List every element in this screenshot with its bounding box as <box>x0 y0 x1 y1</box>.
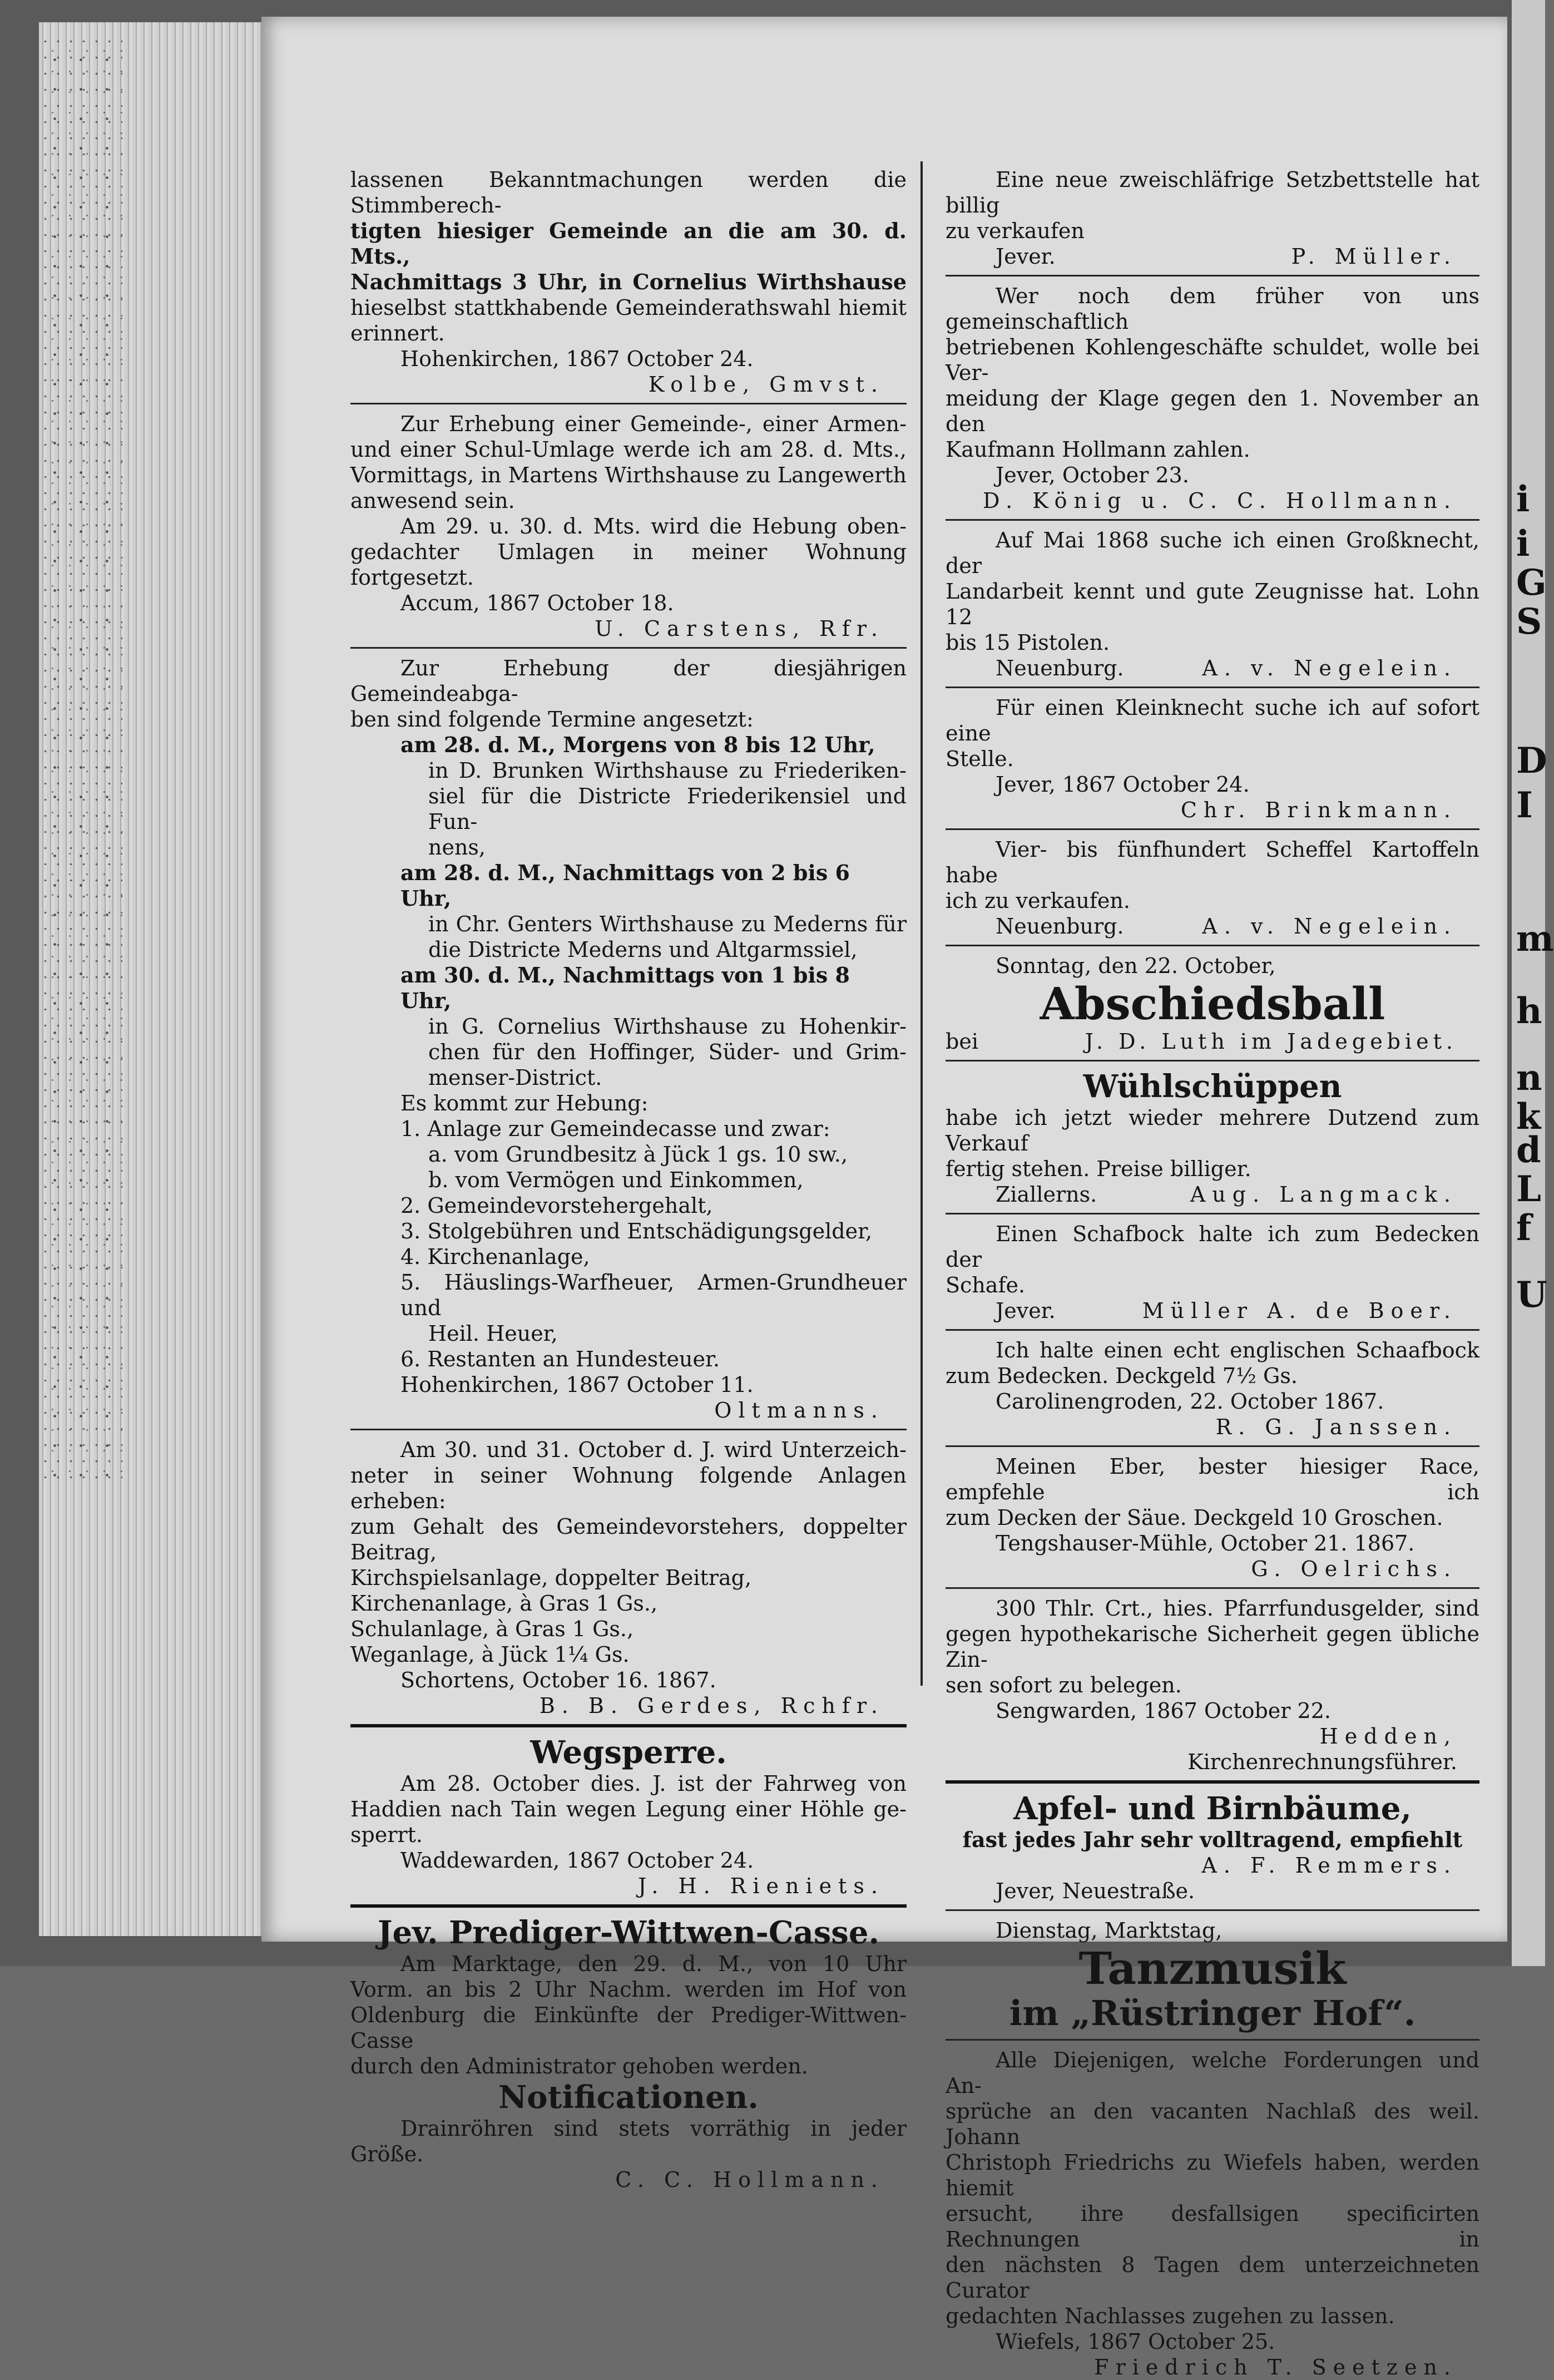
text-line: in G. Cornelius Wirthshause zu Hohenkir- <box>428 1014 907 1039</box>
text-line: neter in seiner Wohnung folgende Anlagen erheben: <box>350 1463 907 1513</box>
signature: A. F. Remmers. <box>1201 1853 1457 1878</box>
notice-notificationen <box>350 2079 907 2193</box>
text-line: Eine neue zweischläfrige Setzbettstelle hat billig <box>946 167 1479 218</box>
signature: J. H. Rieniets. <box>638 1874 884 1898</box>
signature: U. Carstens, Rfr. <box>595 616 884 641</box>
date-line: Accum, 1867 October 18. <box>400 591 674 615</box>
list-item: a. vom Grundbesitz à Jück 1 gs. 10 sw., <box>428 1142 848 1167</box>
text-line: zum Bedecken. Deckgeld 7½ Gs. <box>946 1364 1298 1388</box>
edge-letter: G <box>1516 562 1547 604</box>
notice-heading: Wegsperre. <box>530 1734 727 1771</box>
notice-eber <box>946 1454 1479 1582</box>
text-line: siel für die Districte Friederikensiel und Fun- <box>428 784 907 834</box>
notice-divider <box>946 1909 1479 1911</box>
text-line: die Districte Mederns und Altgarmssiel, <box>428 937 858 962</box>
list-item: 2. Gemeindevorstehergehalt, <box>400 1193 713 1218</box>
notice-divider <box>946 1060 1479 1061</box>
text-line: sen sofort zu belegen. <box>946 1673 1182 1697</box>
text-line: Christoph Friedrichs zu Wiefels haben, werden hiemit <box>946 2150 1479 2200</box>
text-line: nens, <box>428 835 486 860</box>
text-line: Zur Erhebung der diesjährigen Gemeindeabga- <box>350 656 907 706</box>
notice-umlage-langewerth <box>350 411 907 641</box>
text-line: betriebenen Kohlengeschäfte schuldet, wolle bei Ver- <box>946 335 1479 385</box>
text-line: gegen hypothekarische Sicherheit gegen übliche Zin- <box>946 1622 1479 1672</box>
text-line: Es kommt zur Hebung: <box>400 1091 649 1115</box>
notice-gemeinderathswahl <box>350 167 907 397</box>
notice-divider <box>946 1780 1479 1784</box>
notice-divider <box>946 1213 1479 1214</box>
notice-heading: Apfel- und Birnbäume, <box>1013 1790 1412 1827</box>
text-line: menser-District. <box>428 1065 602 1090</box>
text-line: Schafe. <box>946 1273 1026 1297</box>
notice-kartoffeln <box>946 837 1479 939</box>
text-line: Weganlage, à Jück 1¼ Gs. <box>350 1642 630 1667</box>
date-line: Wiefels, 1867 October 25. <box>996 2329 1275 2354</box>
text-line: Oldenburg die Einkünfte der Prediger-Wittwen-Casse <box>350 2003 907 2053</box>
edge-letter: i <box>1516 523 1530 565</box>
signature: C. C. Hollmann. <box>615 2167 884 2192</box>
place-line: Jever. <box>996 1298 1056 1323</box>
notice-divider <box>946 519 1479 521</box>
list-item: Heil. Heuer, <box>428 1321 558 1346</box>
notice-divider <box>350 1429 907 1430</box>
date-line: Tengshauser-Mühle, October 21. 1867. <box>996 1531 1415 1556</box>
text-line: den nächsten 8 Tagen dem unterzeichneten Curator <box>946 2253 1479 2303</box>
place-line: Jever. <box>996 244 1056 269</box>
signature: Hedden, <box>1319 1724 1457 1749</box>
signature: R. G. Janssen. <box>1215 1415 1457 1439</box>
text-line: Haddien nach Tain wegen Legung einer Höhle ge- <box>350 1797 907 1821</box>
text-line: lassenen Bekanntmachungen werden die Stimmberech- <box>350 167 907 218</box>
text-line: Kaufmann Hollmann zahlen. <box>946 437 1250 462</box>
text-line: zu verkaufen <box>946 219 1085 243</box>
edge-letter: n <box>1516 1057 1542 1099</box>
place-line: Jever, Neuestraße. <box>996 1879 1195 1903</box>
text-line: ben sind folgende Termine angesetzt: <box>350 707 754 732</box>
list-item: 1. Anlage zur Gemeindecasse und zwar: <box>400 1117 830 1141</box>
notice-wegsperre <box>350 1734 907 1899</box>
foxing-speckles <box>39 33 122 1480</box>
edge-letter: I <box>1516 784 1533 826</box>
date-line: Schortens, October 16. 1867. <box>400 1668 716 1692</box>
notice-anlagen-schortens <box>350 1437 907 1719</box>
notice-pfarrfundusgelder <box>946 1596 1479 1775</box>
signature: Friedrich T. Seetzen. <box>1094 2355 1457 2379</box>
notice-divider <box>350 647 907 649</box>
signature: B. B. Gerdes, Rchfr. <box>539 1693 884 1718</box>
notice-setzbettstelle <box>946 167 1479 269</box>
text-line: Für einen Kleinknecht suche ich auf sofort eine <box>946 695 1479 745</box>
notice-heading: Abschiedsball <box>1040 977 1385 1030</box>
text-line: Kirchspielsanlage, doppelter Beitrag, <box>350 1566 752 1590</box>
right-column <box>946 167 1479 2380</box>
date-line: Sengwarden, 1867 October 22. <box>996 1698 1331 1723</box>
text-line: Wer noch dem früher von uns gemeinschaftlich <box>946 284 1479 334</box>
date-line: Waddewarden, 1867 October 24. <box>400 1848 754 1873</box>
text-line: Stelle. <box>946 747 1014 771</box>
text-line: Am Marktage, den 29. d. M., von 10 Uhr <box>400 1952 907 1976</box>
text-line: durch den Administrator gehoben werden. <box>350 2054 808 2078</box>
text-line: zum Gehalt des Gemeindevorstehers, doppelter Beitrag, <box>350 1514 907 1564</box>
text-line: Nachmittags 3 Uhr, in Cornelius Wirthshause <box>350 269 907 294</box>
text-line: ersucht, ihre desfallsigen specificirten Rechnungen in <box>946 2201 1479 2251</box>
notice-englischer-schaafbock <box>946 1337 1479 1440</box>
notice-gemeindeabgaben <box>350 655 907 1423</box>
text-line: 300 Thlr. Crt., hies. Pfarrfundusgelder, sind <box>996 1596 1479 1621</box>
text-line: Einen Schafbock halte ich zum Bedecken der <box>946 1222 1479 1272</box>
text-line: hieselbst stattkhabende Gemeinderathswahl hiemit <box>350 295 907 320</box>
text-line: Landarbeit kennt und gute Zeugnisse hat. Lohn 12 <box>946 579 1479 629</box>
notice-tanzmusik <box>946 1918 1479 2033</box>
notice-kleinknecht <box>946 695 1479 823</box>
signature: Chr. Brinkmann. <box>1180 798 1457 822</box>
notice-kohlengeschaeft <box>946 283 1479 513</box>
adjacent-page-fragment <box>1512 0 1554 1966</box>
text-line: Dienstag, Marktstag, <box>996 1918 1223 1943</box>
notice-heading: Jev. Prediger-Wittwen-Casse. <box>378 1914 879 1951</box>
text-line: Zur Erhebung einer Gemeinde-, einer Armen- <box>400 412 907 436</box>
signature: Müller A. de Boer. <box>1142 1298 1457 1323</box>
edge-letter: S <box>1516 601 1542 643</box>
text-line: tigten hiesiger Gemeinde an die am 30. d. Mts., <box>350 218 907 269</box>
notice-divider <box>946 275 1479 276</box>
text-line: Drainröhren sind stets vorräthig in jeder Größe. <box>350 2116 907 2166</box>
signature: J. D. Luth im Jadegebiet. <box>1085 1029 1457 1054</box>
date-line: Jever, October 23. <box>996 463 1189 487</box>
notice-heading: Wühlschüppen <box>1083 1068 1342 1105</box>
signature: A. v. Negelein. <box>1202 656 1457 680</box>
notice-grossknecht <box>946 527 1479 681</box>
notice-divider <box>946 1587 1479 1589</box>
edge-letter: D <box>1516 740 1547 782</box>
text-line: und einer Schul-Umlage werde ich am 28. d. Mts., <box>350 437 907 462</box>
text-line: zum Decken der Säue. Deckgeld 10 Groschen. <box>946 1505 1443 1530</box>
notice-divider <box>350 403 907 404</box>
notice-wuehlschueppen <box>946 1068 1479 1207</box>
signature-role: Kirchenrechnungsführer. <box>1187 1750 1457 1774</box>
signature: Aug. Langmack. <box>1190 1182 1457 1207</box>
notice-abschiedsball <box>946 953 1479 1054</box>
notice-nachlass-friedrichs <box>946 2047 1479 2380</box>
text-line: erinnert. <box>350 321 445 345</box>
list-item: b. vom Vermögen und Einkommen, <box>428 1168 804 1192</box>
edge-letter: k <box>1516 1096 1541 1138</box>
text-line: Vormittags, in Martens Wirthshause zu Langewerth <box>350 463 907 487</box>
list-item: 5. Häuslings-Warfheuer, Armen-Grundheuer und <box>400 1270 907 1320</box>
edge-letter: f <box>1516 1207 1532 1249</box>
notice-subheading: im „Rüstringer Hof“. <box>1009 1993 1416 2033</box>
signature: G. Oelrichs. <box>1251 1557 1457 1581</box>
column-divider <box>920 161 923 1686</box>
date-line: Hohenkirchen, 1867 October 24. <box>400 347 754 371</box>
place-line: Ziallerns. <box>996 1182 1097 1207</box>
notice-divider <box>350 1904 907 1908</box>
notice-divider <box>350 1724 907 1727</box>
notice-divider <box>946 945 1479 946</box>
text-line: in Chr. Genters Wirthshause zu Mederns für <box>428 912 907 936</box>
edge-letter: U <box>1516 1274 1547 1316</box>
text-line: am 30. d. M., Nachmittags von 1 bis 8 Uhr, <box>400 962 850 1013</box>
list-item: 3. Stolgebühren und Entschädigungsgelder, <box>400 1219 873 1243</box>
notice-apfel-birnbaeume <box>946 1790 1479 1904</box>
text-line: Vier- bis fünfhundert Scheffel Kartoffeln habe <box>946 837 1479 887</box>
text-line: Auf Mai 1868 suche ich einen Großknecht, der <box>946 528 1479 578</box>
date-line: Hohenkirchen, 1867 October 11. <box>400 1372 754 1397</box>
text-line: gedachter Umlagen in meiner Wohnung fortgesetzt. <box>350 540 907 590</box>
place-line: Neuenburg. <box>996 656 1124 680</box>
text-line: Am 30. und 31. October d. J. wird Unterzeich- <box>400 1438 907 1462</box>
text-line: sperrt. <box>350 1823 423 1847</box>
date-line: Carolinengroden, 22. October 1867. <box>996 1389 1384 1414</box>
text-line: gedachten Nachlasses zugehen zu lassen. <box>946 2304 1395 2328</box>
left-column <box>350 167 907 2193</box>
text-line: ich zu verkaufen. <box>946 888 1130 913</box>
notice-schafbock <box>946 1221 1479 1324</box>
text-line: bei <box>946 1029 978 1054</box>
notice-heading: Tanzmusik <box>1078 1942 1347 1994</box>
text-line: Sonntag, den 22. October, <box>996 954 1276 978</box>
signature: Kolbe, Gmvst. <box>648 372 884 397</box>
edge-letter: L <box>1516 1168 1541 1210</box>
text-line: Alle Diejenigen, welche Forderungen und An- <box>946 2048 1479 2098</box>
text-line: Kirchenanlage, à Gras 1 Gs., <box>350 1591 658 1616</box>
text-line: Meinen Eber, bester hiesiger Race, empfehle ich <box>946 1454 1479 1504</box>
text-line: am 28. d. M., Nachmittags von 2 bis 6 Uhr, <box>400 860 850 911</box>
text-line: habe ich jetzt wieder mehrere Dutzend zum Verkauf <box>946 1105 1479 1156</box>
text-line: Vorm. an bis 2 Uhr Nachm. werden im Hof von <box>350 1977 907 2002</box>
notice-divider <box>946 687 1479 688</box>
notice-prediger-wittwen-casse <box>350 1914 907 2079</box>
text-line: am 28. d. M., Morgens von 8 bis 12 Uhr, <box>400 732 875 757</box>
text-line: in D. Brunken Wirthshause zu Friederiken- <box>428 758 907 783</box>
text-line: meidung der Klage gegen den 1. November an den <box>946 386 1479 436</box>
text-line: Am 28. October dies. J. ist der Fahrweg von <box>400 1771 907 1796</box>
list-item: 6. Restanten an Hundesteuer. <box>400 1347 720 1371</box>
text-line: Schulanlage, à Gras 1 Gs., <box>350 1617 634 1641</box>
text-line: fast jedes Jahr sehr volltragend, empfiehlt <box>962 1827 1463 1852</box>
list-item: 4. Kirchenanlage, <box>400 1245 590 1269</box>
notice-divider <box>946 828 1479 830</box>
signature: D. König u. C. C. Hollmann. <box>983 488 1457 513</box>
signature: P. Müller. <box>1291 244 1457 269</box>
edge-letter: m <box>1516 918 1554 960</box>
text-line: chen für den Hoffinger, Süder- und Grim- <box>428 1040 907 1064</box>
text-line: bis 15 Pistolen. <box>946 630 1110 655</box>
signature: A. v. Negelein. <box>1202 914 1457 939</box>
signature: Oltmanns. <box>714 1398 884 1423</box>
text-line: fertig stehen. Preise billiger. <box>946 1157 1251 1181</box>
notice-divider <box>946 1329 1479 1331</box>
edge-letter: d <box>1516 1129 1541 1171</box>
text-line: sprüche an den vacanten Nachlaß des weil. Johann <box>946 2099 1479 2149</box>
text-line: Ich halte einen echt englischen Schaafbock <box>996 1338 1479 1362</box>
edge-letter: i <box>1516 478 1530 520</box>
place-line: Neuenburg. <box>996 914 1124 939</box>
text-line: anwesend sein. <box>350 488 515 513</box>
text-line: Am 29. u. 30. d. Mts. wird die Hebung oben- <box>400 514 907 539</box>
edge-letter: h <box>1516 990 1542 1032</box>
notice-heading: Notificationen. <box>498 2079 759 2116</box>
date-line: Jever, 1867 October 24. <box>996 772 1250 797</box>
notice-divider <box>946 1445 1479 1447</box>
notice-divider <box>946 2039 1479 2041</box>
